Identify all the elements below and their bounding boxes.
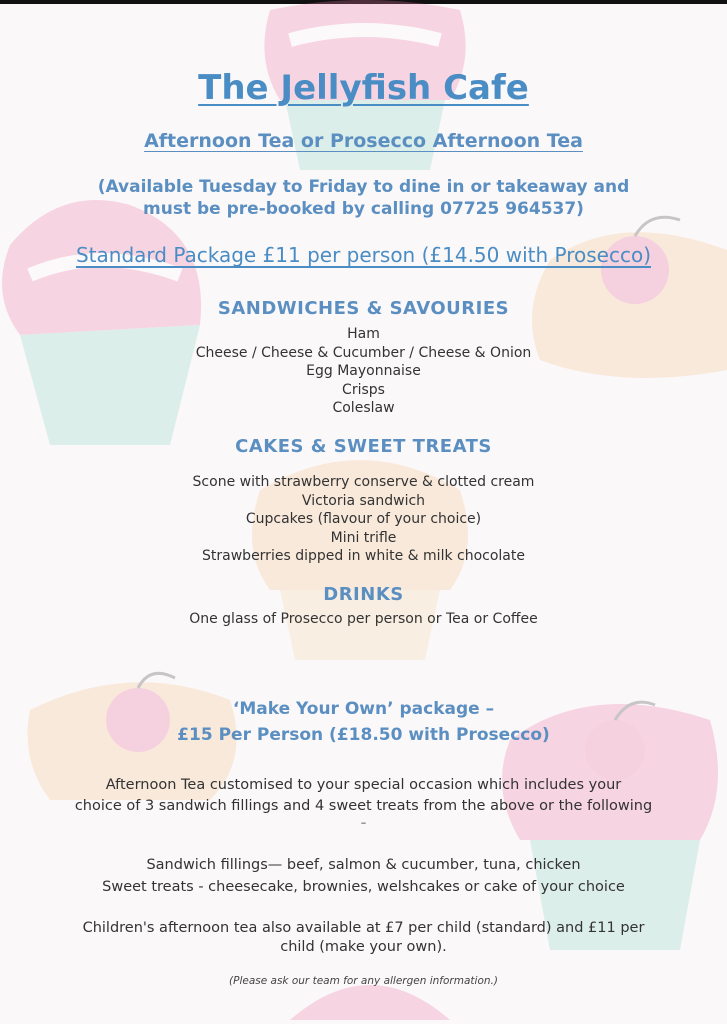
standard-package-price: Standard Package £11 per person (£14.50 with Prosecco) xyxy=(75,243,652,267)
cakes-list xyxy=(0,473,727,566)
availability-note xyxy=(0,176,727,220)
children-line: Children's afternoon tea also available at £7 per child (standard) and £11 per xyxy=(82,920,645,936)
menu-item: Egg Mayonnaise xyxy=(306,363,421,379)
sweet-treats-line: Sweet treats - cheesecake, brownies, welshcakes or cake of your choice xyxy=(102,879,625,895)
sandwiches-list xyxy=(0,325,727,418)
description-line: – xyxy=(360,816,367,829)
menu-item: Strawberries dipped in white & milk chocolate xyxy=(202,548,525,564)
availability-line: (Available Tuesday to Friday to dine in or takeaway and xyxy=(97,177,630,197)
availability-line: must be pre-booked by calling 07725 964537) xyxy=(143,199,584,219)
description-line: choice of 3 sandwich fillings and 4 sweet treats from the above or the following xyxy=(74,798,653,814)
make-your-own-heading: ‘Make Your Own’ package – xyxy=(232,699,495,719)
menu-item: Crisps xyxy=(342,381,385,398)
sandwich-fillings-line: Sandwich fillings— beef, salmon & cucumber, tuna, chicken xyxy=(146,857,581,873)
children-tea-note xyxy=(0,919,727,957)
make-your-own-price: £15 Per Person (£18.50 with Prosecco) xyxy=(177,725,550,745)
make-your-own-description xyxy=(0,775,727,829)
cafe-title: The Jellyfish Cafe xyxy=(198,68,529,108)
menu-item: Ham xyxy=(347,326,380,342)
children-line: child (make your own). xyxy=(280,939,447,955)
menu-item: Cupcakes (flavour of your choice) xyxy=(245,511,482,527)
menu-item: Mini trifle xyxy=(330,529,397,546)
section-heading-sandwiches: SANDWICHES & SAVOURIES xyxy=(217,298,510,319)
menu-item: Coleslaw xyxy=(332,400,395,416)
menu-item: Scone with strawberry conserve & clotted cream xyxy=(192,474,535,490)
section-heading-drinks: DRINKS xyxy=(323,584,404,605)
description-line: Afternoon Tea customised to your special occasion which includes your xyxy=(105,777,622,793)
section-heading-cakes: CAKES & SWEET TREATS xyxy=(235,436,492,457)
drinks-list xyxy=(0,610,727,629)
allergen-note: (Please ask our team for any allergen information.) xyxy=(229,975,498,987)
menu-item: Cheese / Cheese & Cucumber / Cheese & Onion xyxy=(195,344,532,361)
menu-subtitle: Afternoon Tea or Prosecco Afternoon Tea xyxy=(144,130,583,152)
menu-item: One glass of Prosecco per person or Tea or Coffee xyxy=(189,611,538,627)
menu-item: Victoria sandwich xyxy=(301,492,426,509)
